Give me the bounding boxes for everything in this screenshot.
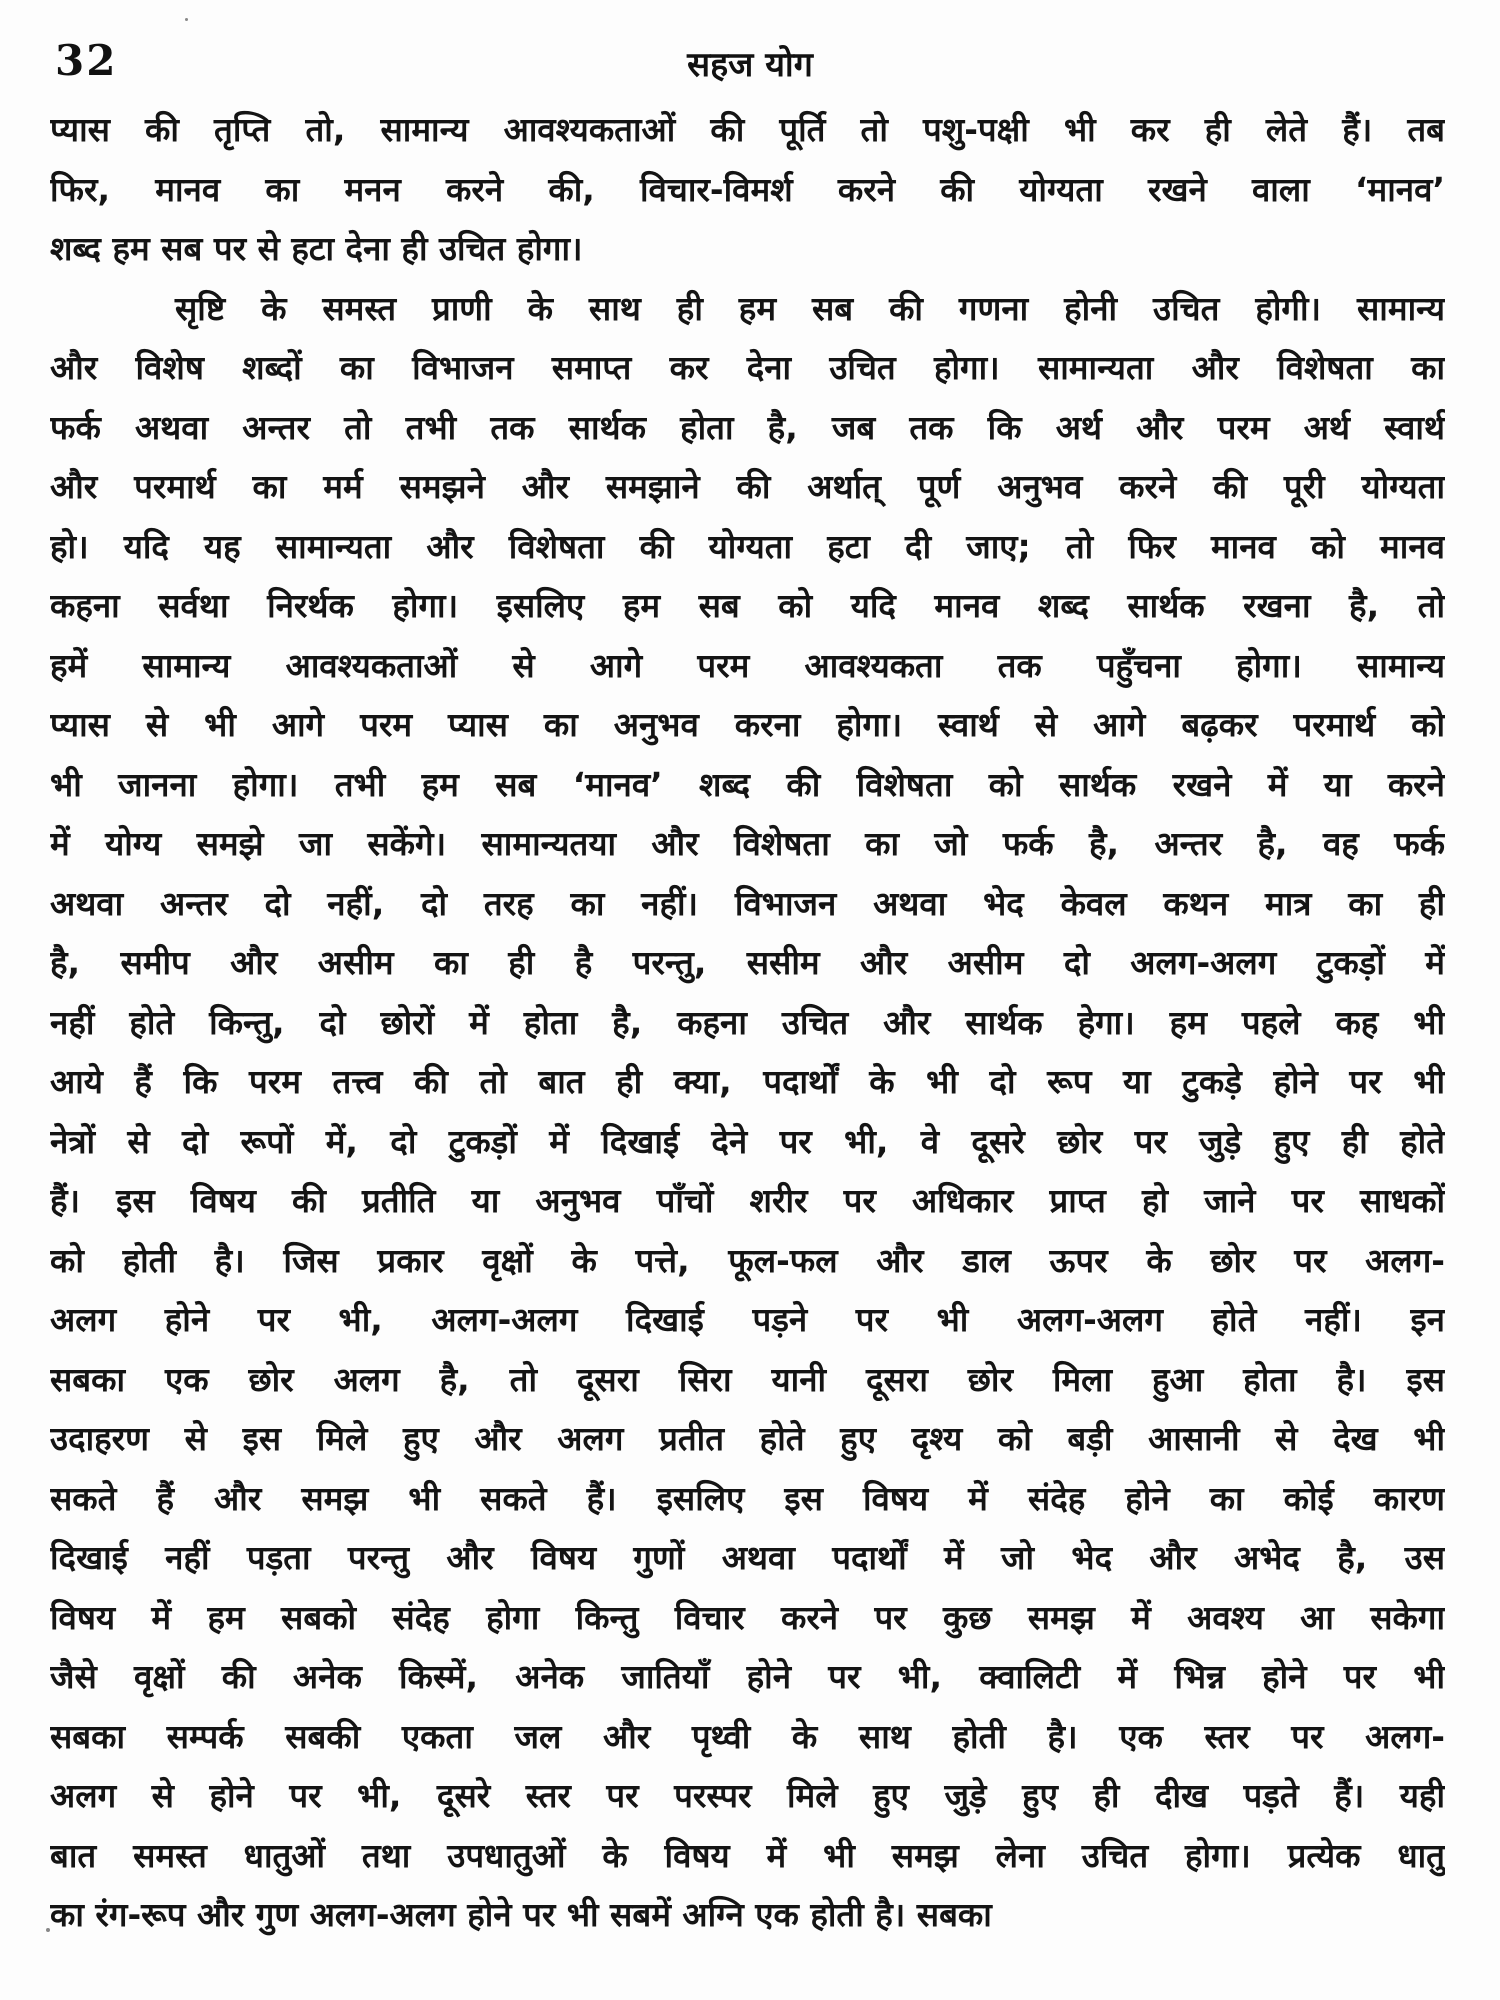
text-line: फर्क अथवा अन्तर तो तभी तक सार्थक होता है, जब तक कि अर्थ और परम अर्थ स्वार्थ	[50, 407, 1445, 447]
text-line: प्यास की तृप्ति तो, सामान्य आवश्यकताओं की पूर्ति तो पशु-पक्षी भी कर ही लेते हैं। तब	[50, 110, 1445, 149]
text-line: दिखाई नहीं पड़ता परन्तु और विषय गुणों अथवा पदार्थों में जो भेद और अभेद है, उस	[50, 1538, 1445, 1577]
text-line: हमें सामान्य आवश्यकताओं से आगे परम आवश्यकता तक पहुँचना होगा। सामान्य	[50, 645, 1445, 685]
page-number: 32	[55, 36, 118, 85]
text-line: फिर, मानव का मनन करने की, विचार-विमर्श करने की योग्यता रखने वाला ‘मानव’	[50, 169, 1445, 209]
body-text	[50, 100, 1445, 1945]
page-header	[0, 30, 1500, 90]
text-line: नेत्रों से दो रूपों में, दो टुकड़ों में दिखाई देने पर भी, वे दूसरे छोर पर जुड़े हुए ही होते	[50, 1121, 1445, 1161]
text-line: बात समस्त धातुओं तथा उपधातुओं के विषय में भी समझ लेना उचित होगा। प्रत्येक धातु	[50, 1835, 1445, 1875]
scan-speck	[185, 18, 188, 21]
text-line: प्यास से भी आगे परम प्यास का अनुभव करना होगा। स्वार्थ से आगे बढ़कर परमार्थ को	[50, 705, 1445, 744]
text-line: में योग्य समझे जा सकेंगे। सामान्यतया और विशेषता का जो फर्क है, अन्तर है, वह फर्क	[50, 824, 1445, 863]
running-title: सहज योग	[687, 45, 813, 85]
text-line: शब्द हम सब पर से हटा देना ही उचित होगा।	[50, 229, 583, 268]
text-line: सबका एक छोर अलग है, तो दूसरा सिरा यानी दूसरा छोर मिला हुआ होता है। इस	[50, 1359, 1445, 1399]
text-line: है, समीप और असीम का ही है परन्तु, ससीम और असीम दो अलग-अलग टुकड़ों में	[50, 943, 1445, 982]
text-line: का रंग-रूप और गुण अलग-अलग होने पर भी सबमें अग्नि एक होती है। सबका	[50, 1895, 992, 1934]
text-line: और विशेष शब्दों का विभाजन समाप्त कर देना उचित होगा। सामान्यता और विशेषता का	[50, 348, 1445, 387]
text-line: अलग से होने पर भी, दूसरे स्तर पर परस्पर मिले हुए जुड़े हुए ही दीख पड़ते हैं। यही	[50, 1776, 1445, 1815]
text-line: अलग होने पर भी, अलग-अलग दिखाई पड़ने पर भी अलग-अलग होते नहीं। इन	[50, 1300, 1445, 1339]
text-line: नहीं होते किन्तु, दो छोरों में होता है, कहना उचित और सार्थक हेगा। हम पहले कह भी	[50, 1002, 1445, 1042]
text-line: उदाहरण से इस मिले हुए और अलग प्रतीत होते हुए दृश्य को बड़ी आसानी से देख भी	[50, 1419, 1445, 1458]
text-line: जैसे वृक्षों की अनेक किस्में, अनेक जातियाँ होने पर भी, क्वालिटी में भिन्न होने पर भी	[50, 1657, 1445, 1696]
text-line: सृष्टि के समस्त प्राणी के साथ ही हम सब की गणना होनी उचित होगी। सामान्य	[175, 288, 1445, 328]
scan-speck	[46, 1928, 50, 1932]
text-line: सकते हैं और समझ भी सकते हैं। इसलिए इस विषय में संदेह होने का कोई कारण	[50, 1478, 1445, 1518]
text-line: आये हैं कि परम तत्त्व की तो बात ही क्या, पदार्थों के भी दो रूप या टुकड़े होने पर भी	[50, 1062, 1445, 1101]
text-line: सबका सम्पर्क सबकी एकता जल और पृथ्वी के साथ होती है। एक स्तर पर अलग-	[50, 1716, 1445, 1756]
text-line: अथवा अन्तर दो नहीं, दो तरह का नहीं। विभाजन अथवा भेद केवल कथन मात्र का ही	[50, 883, 1445, 923]
text-line: कहना सर्वथा निरर्थक होगा। इसलिए हम सब को यदि मानव शब्द सार्थक रखना है, तो	[50, 586, 1445, 625]
text-line: भी जानना होगा। तभी हम सब ‘मानव’ शब्द की विशेषता को सार्थक रखने में या करने	[50, 764, 1445, 804]
text-line: और परमार्थ का मर्म समझने और समझाने की अर्थात् पूर्ण अनुभव करने की पूरी योग्यता	[50, 467, 1445, 506]
text-line: हैं। इस विषय की प्रतीति या अनुभव पाँचों शरीर पर अधिकार प्राप्त हो जाने पर साधकों	[50, 1181, 1445, 1220]
text-line: विषय में हम सबको संदेह होगा किन्तु विचार करने पर कुछ समझ में अवश्य आ सकेगा	[50, 1597, 1445, 1637]
text-line: हो। यदि यह सामान्यता और विशेषता की योग्यता हटा दी जाए; तो फिर मानव को मानव	[50, 526, 1445, 566]
text-line: को होती है। जिस प्रकार वृक्षों के पत्ते, फूल-फल और डाल ऊपर के छोर पर अलग-	[50, 1240, 1445, 1280]
